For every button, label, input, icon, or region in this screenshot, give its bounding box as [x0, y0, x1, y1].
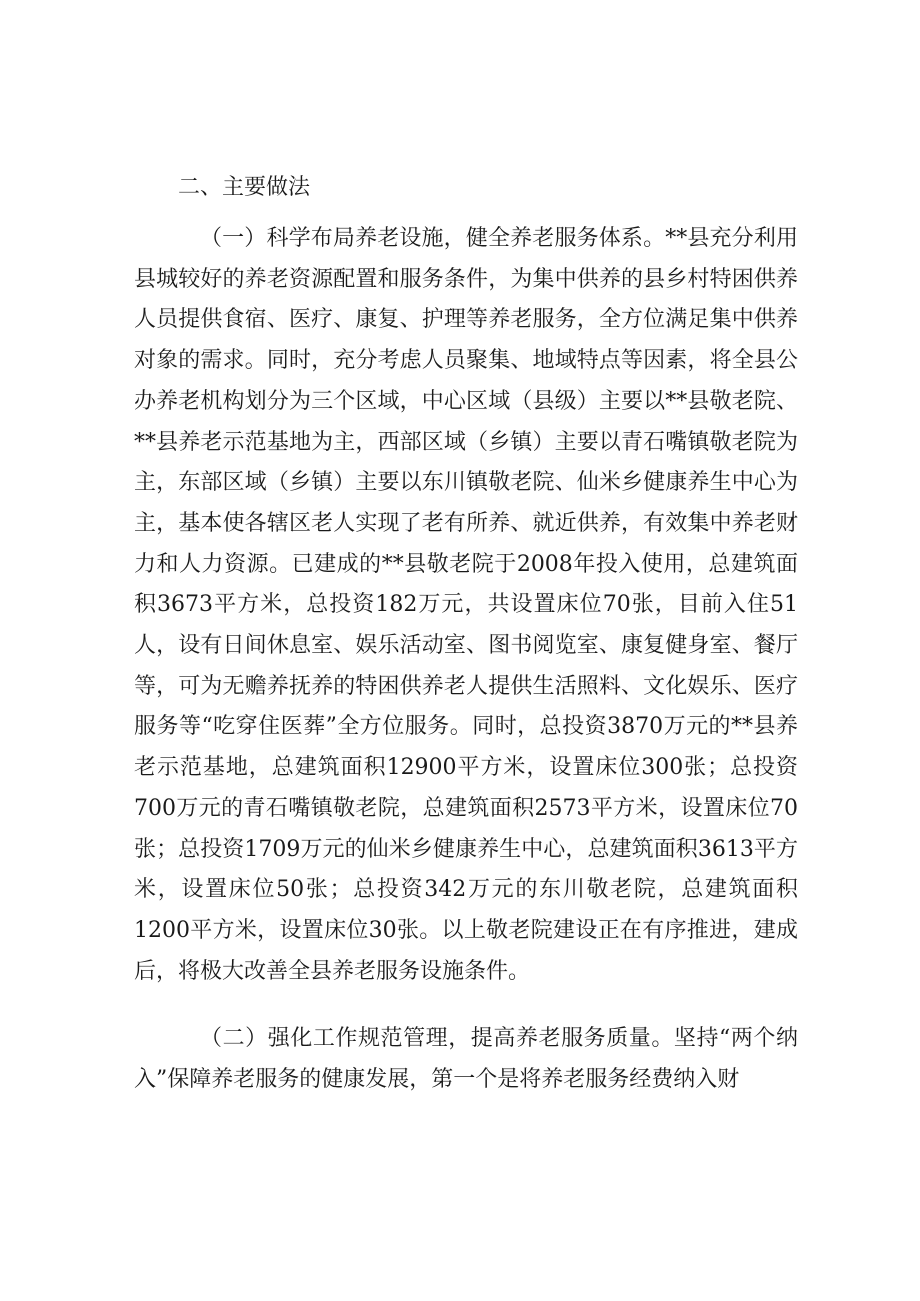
- paragraph-1: （一）科学布局养老设施，健全养老服务体系。**县充分利用县城较好的养老资源配置和服务条件，为集中供养的县乡村特困供养人员提供食宿、医疗、康复、护理等养老服务，全方位满足集中供养对象的需求。同时，充分考虑人员聚集、地域特点等因素，将全县公办养老机构划分为三个区域，中心区域（县级）主要以**县敬老院、**县养老示范基地为主，西部区域（乡镇）主要以青石嘴镇敬老院为主，东部区域（乡镇）主要以东川镇敬老院、仙米乡健康养生中心为主，基本使各辖区老人实现了老有所养、就近供养，有效集中养老财力和人力资源。已建成的**县敬老院于2008年投入使用，总建筑面积3673平方米，总投资182万元，共设置床位70张，目前入住51人，设有日间休息室、娱乐活动室、图书阅览室、康复健身室、餐厅等，可为无赡养抚养的特困供养老人提供生活照料、文化娱乐、医疗服务等“吃穿住医葬”全方位服务。同时，总投资3870万元的**县养老示范基地，总建筑面积12900平方米，设置床位300张；总投资700万元的青石嘴镇敬老院，总建筑面积2573平方米，设置床位70张；总投资1709万元的仙米乡健康养生中心，总建筑面积3613平方米，设置床位50张；总投资342万元的东川敬老院，总建筑面积1200平方米，设置床位30张。以上敬老院建设正在有序推进，建成后，将极大改善全县养老服务设施条件。: [134, 226, 798, 984]
- section-heading: 二、主要做法: [178, 175, 311, 200]
- paragraph-2: （二）强化工作规范管理，提高养老服务质量。坚持“两个纳入”保障养老服务的健康发展，第一个是将养老服务经费纳入财: [134, 1026, 798, 1092]
